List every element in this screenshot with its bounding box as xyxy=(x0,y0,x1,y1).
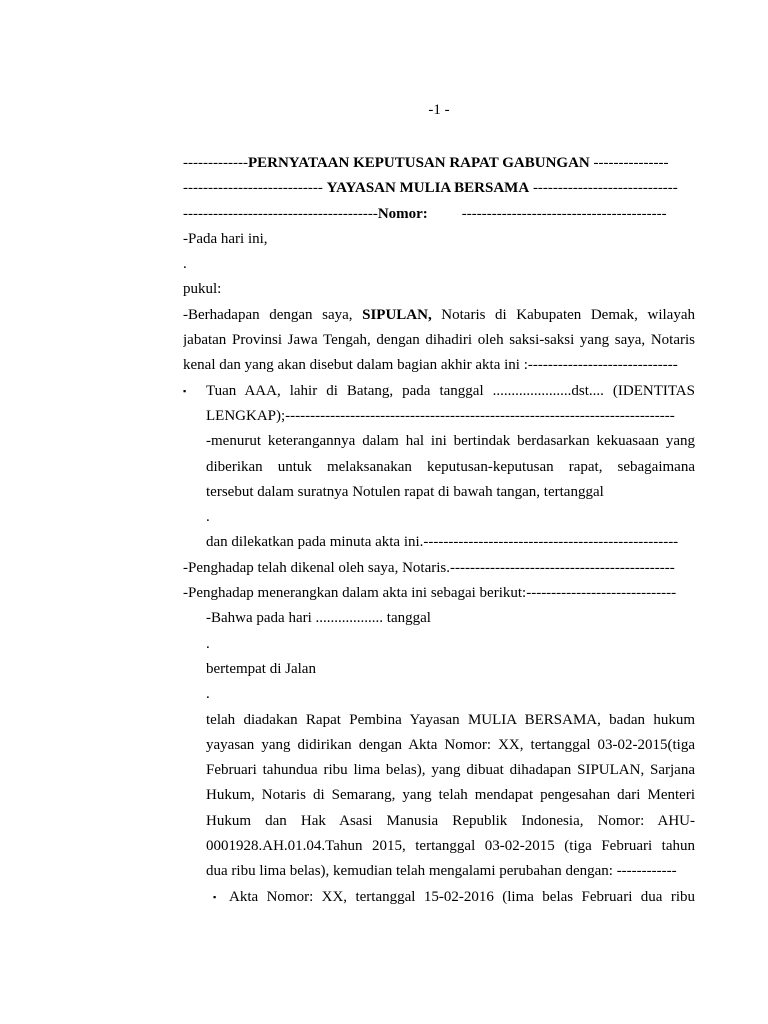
statement-line-4: . xyxy=(206,686,210,703)
heading-line-2 xyxy=(183,176,695,201)
heading-line-3 xyxy=(183,202,695,227)
notary-name: SIPULAN, xyxy=(362,306,432,323)
statement-line-8: Hukum, Notaris di Semarang, yang telah mendapat pengesahan dari Menteri xyxy=(206,787,695,804)
heading-dashes-left: --------------------------------------- xyxy=(183,205,378,222)
heading-dashes-right: ----------------------------- xyxy=(529,180,678,197)
amendment-text xyxy=(229,885,695,910)
document-body xyxy=(183,151,695,910)
menerangkan-line: -Penghadap menerangkan dalam akta ini sebagai berikut:------------------------------ xyxy=(183,585,677,602)
heading-dashes-left: ---------------------------- xyxy=(183,180,327,197)
pada-hari-line: -Pada hari ini, xyxy=(183,230,268,247)
deed-number-label: Nomor: xyxy=(377,205,428,222)
statement-line-1: -Bahwa pada hari .................. tanggal xyxy=(206,610,431,627)
statement-line-9: Hukum dan Hak Asasi Manusia Republik Indonesia, Nomor: AHU- xyxy=(206,812,695,829)
statement-line-7: Februari tahundua ribu lima belas), yang dibuat dihadapan SIPULAN, Sarjana xyxy=(206,762,695,779)
appearer-line-7: dan dilekatkan pada minuta akta ini.--------------------------------------------------- xyxy=(206,534,679,551)
statement-line-11: dua ribu lima belas), kemudian telah mengalami perubahan dengan: ------------ xyxy=(206,863,677,880)
deed-title: PERNYATAAN KEPUTUSAN RAPAT GABUNGAN xyxy=(247,155,590,171)
appearer-line-4: diberikan untuk melaksanakan keputusan-keputusan rapat, sebagaimana xyxy=(206,458,695,475)
appearer-line-2: LENGKAP);------------------------------------------------------------------------------ xyxy=(206,407,675,424)
berhadapan-line xyxy=(183,303,695,328)
amendment-list-item xyxy=(183,885,695,910)
square-bullet-icon: ▪ xyxy=(183,385,187,396)
statement-block xyxy=(206,606,695,884)
kenal-line: kenal dan yang akan disebut dalam bagian akhir akta ini :------------------------------ xyxy=(183,357,678,374)
square-bullet-icon: ▪ xyxy=(213,891,217,902)
appearer-line-5: tersebut dalam suratnya Notulen rapat di bawah tangan, tertanggal xyxy=(206,483,604,500)
statement-line-2: . xyxy=(206,635,210,652)
dikenal-line: -Penghadap telah dikenal oleh saya, Notaris.--------------------------------------------- xyxy=(183,559,675,576)
statement-line-5: telah diadakan Rapat Pembina Yayasan MULIA BERSAMA, badan hukum xyxy=(206,711,695,728)
appearer-line-3: -menurut keterangannya dalam hal ini bertindak berdasarkan kekuasaan yang xyxy=(206,433,695,450)
foundation-name: YAYASAN MULIA BERSAMA xyxy=(326,180,530,197)
jabatan-line: jabatan Provinsi Jawa Tengah, dengan dihadiri oleh saksi-saksi yang saya, Notaris xyxy=(183,332,695,349)
amendment-line-1: Akta Nomor: XX, tertanggal 15-02-2016 (lima belas Februari dua ribu xyxy=(229,888,695,905)
blank-dot-line: . xyxy=(183,256,187,273)
berhadapan-text: -Berhadapan dengan saya, xyxy=(183,306,363,323)
appearer-text xyxy=(206,379,695,556)
pukul-line: pukul: xyxy=(183,281,222,298)
heading-dashes-right: ----------------------------------------- xyxy=(461,205,667,222)
statement-line-6: yayasan yang didirikan dengan Akta Nomor: XX, tertanggal 03-02-2015(tiga xyxy=(206,736,695,753)
statement-line-3: bertempat di Jalan xyxy=(206,660,316,677)
appearer-list-item xyxy=(183,379,695,556)
heading-dashes-right: --------------- xyxy=(589,155,669,171)
heading-dashes-left: ------------- xyxy=(183,155,248,171)
berhadapan-text-cont: Notaris di Kabupaten Demak, wilayah xyxy=(431,306,695,323)
statement-line-10: 0001928.AH.01.04.Tahun 2015, tertanggal 03-02-2015 (tiga Februari tahun xyxy=(206,838,695,855)
appearer-line-6: . xyxy=(206,509,210,526)
page-number: -1 - xyxy=(428,102,450,118)
appearer-line-1: Tuan AAA, lahir di Batang, pada tanggal .....................dst.... (IDENTITAS xyxy=(206,382,695,399)
heading-line-1 xyxy=(183,151,695,176)
